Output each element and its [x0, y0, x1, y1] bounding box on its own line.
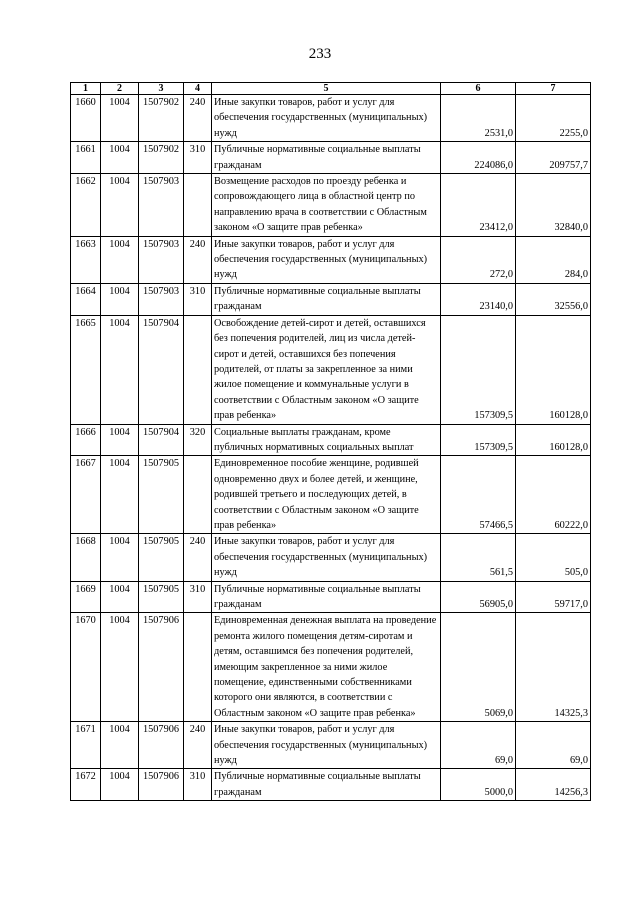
item-name: Иные закупки товаров, работ и услуг для обеспечения государственных (муниципальных) нужд	[212, 534, 441, 581]
section-code: 1004	[101, 769, 139, 801]
value-col7: 209757,7	[516, 142, 591, 174]
expense-kind: 310	[184, 581, 212, 613]
table-row	[71, 424, 591, 456]
item-name: Иные закупки товаров, работ и услуг для обеспечения государственных (муниципальных) нужд	[212, 236, 441, 283]
expense-kind	[184, 174, 212, 237]
article-code: 1507905	[139, 534, 184, 581]
header-cell: 4	[184, 83, 212, 95]
item-name: Публичные нормативные социальные выплаты гражданам	[212, 769, 441, 801]
table-row	[71, 174, 591, 237]
table-row	[71, 456, 591, 534]
row-number: 1663	[71, 236, 101, 283]
table-row	[71, 95, 591, 142]
article-code: 1507905	[139, 581, 184, 613]
table-row	[71, 769, 591, 801]
expense-kind	[184, 456, 212, 534]
value-col6: 561,5	[441, 534, 516, 581]
header-cell: 3	[139, 83, 184, 95]
value-col6: 157309,5	[441, 424, 516, 456]
item-name: Публичные нормативные социальные выплаты гражданам	[212, 283, 441, 315]
section-code: 1004	[101, 174, 139, 237]
row-number: 1661	[71, 142, 101, 174]
value-col6: 272,0	[441, 236, 516, 283]
article-code: 1507904	[139, 424, 184, 456]
article-code: 1507903	[139, 174, 184, 237]
row-number: 1672	[71, 769, 101, 801]
expense-kind: 240	[184, 95, 212, 142]
value-col7: 69,0	[516, 722, 591, 769]
section-code: 1004	[101, 534, 139, 581]
header-cell: 6	[441, 83, 516, 95]
value-col6: 5000,0	[441, 769, 516, 801]
row-number: 1665	[71, 315, 101, 424]
article-code: 1507902	[139, 95, 184, 142]
item-name: Иные закупки товаров, работ и услуг для обеспечения государственных (муниципальных) нужд	[212, 95, 441, 142]
article-code: 1507903	[139, 236, 184, 283]
value-col6: 56905,0	[441, 581, 516, 613]
article-code: 1507906	[139, 722, 184, 769]
article-code: 1507904	[139, 315, 184, 424]
row-number: 1671	[71, 722, 101, 769]
item-name: Единовременная денежная выплата на проведение ремонта жилого помещения детям-сиротам и детям, оставшимся без попечения родителей, имеющим закрепленное за ними жилое помещение, единственными собственниками которого они являются, в соответствии с Областным законом «О защите прав ребенка»	[212, 613, 441, 722]
value-col7: 160128,0	[516, 424, 591, 456]
section-code: 1004	[101, 424, 139, 456]
section-code: 1004	[101, 95, 139, 142]
value-col7: 60222,0	[516, 456, 591, 534]
section-code: 1004	[101, 581, 139, 613]
row-number: 1666	[71, 424, 101, 456]
header-cell: 2	[101, 83, 139, 95]
value-col7: 160128,0	[516, 315, 591, 424]
value-col6: 23412,0	[441, 174, 516, 237]
section-code: 1004	[101, 142, 139, 174]
table-row	[71, 236, 591, 283]
page-number: 233	[308, 46, 332, 62]
value-col6: 157309,5	[441, 315, 516, 424]
section-code: 1004	[101, 456, 139, 534]
item-name: Публичные нормативные социальные выплаты гражданам	[212, 581, 441, 613]
value-col6: 69,0	[441, 722, 516, 769]
section-code: 1004	[101, 315, 139, 424]
value-col7: 32840,0	[516, 174, 591, 237]
article-code: 1507906	[139, 769, 184, 801]
value-col6: 2531,0	[441, 95, 516, 142]
expense-kind: 240	[184, 722, 212, 769]
value-col7: 284,0	[516, 236, 591, 283]
section-code: 1004	[101, 283, 139, 315]
table-row	[71, 581, 591, 613]
section-code: 1004	[101, 722, 139, 769]
item-name: Публичные нормативные социальные выплаты гражданам	[212, 142, 441, 174]
value-col6: 57466,5	[441, 456, 516, 534]
value-col7: 14325,3	[516, 613, 591, 722]
article-code: 1507902	[139, 142, 184, 174]
table-row	[71, 142, 591, 174]
table-row	[71, 722, 591, 769]
table-row	[71, 613, 591, 722]
header-cell: 1	[71, 83, 101, 95]
item-name: Единовременное пособие женщине, родившей одновременно двух и более детей, и женщине, родившей третьего и последующих детей, в соответствии с Областным законом «О защите прав ребенка»	[212, 456, 441, 534]
value-col6: 5069,0	[441, 613, 516, 722]
row-number: 1662	[71, 174, 101, 237]
section-code: 1004	[101, 613, 139, 722]
item-name: Освобождение детей-сирот и детей, оставшихся без попечения родителей, лиц из числа детей-сирот и детей, оставшихся без попечения родителей, от платы за закрепленное за ними жилое помещение и коммунальные услуги в соответствии с Областным законом «О защите прав ребенка»	[212, 315, 441, 424]
expense-kind: 310	[184, 769, 212, 801]
expense-kind: 310	[184, 283, 212, 315]
expense-kind: 320	[184, 424, 212, 456]
table-row	[71, 283, 591, 315]
section-code: 1004	[101, 236, 139, 283]
row-number: 1669	[71, 581, 101, 613]
budget-table	[70, 82, 591, 801]
row-number: 1660	[71, 95, 101, 142]
row-number: 1667	[71, 456, 101, 534]
value-col7: 2255,0	[516, 95, 591, 142]
value-col7: 14256,3	[516, 769, 591, 801]
value-col7: 505,0	[516, 534, 591, 581]
item-name: Возмещение расходов по проезду ребенка и сопровождающего лица в областной центр по направлению врача в соответствии с Областным законом «О защите прав ребенка»	[212, 174, 441, 237]
article-code: 1507906	[139, 613, 184, 722]
value-col6: 23140,0	[441, 283, 516, 315]
value-col7: 59717,0	[516, 581, 591, 613]
row-number: 1668	[71, 534, 101, 581]
row-number: 1670	[71, 613, 101, 722]
value-col7: 32556,0	[516, 283, 591, 315]
expense-kind: 310	[184, 142, 212, 174]
article-code: 1507905	[139, 456, 184, 534]
item-name: Иные закупки товаров, работ и услуг для обеспечения государственных (муниципальных) нужд	[212, 722, 441, 769]
value-col6: 224086,0	[441, 142, 516, 174]
row-number: 1664	[71, 283, 101, 315]
expense-kind: 240	[184, 236, 212, 283]
header-cell: 7	[516, 83, 591, 95]
article-code: 1507903	[139, 283, 184, 315]
header-cell: 5	[212, 83, 441, 95]
expense-kind	[184, 315, 212, 424]
header-row	[71, 83, 591, 95]
item-name: Социальные выплаты гражданам, кроме публичных нормативных социальных выплат	[212, 424, 441, 456]
table-row	[71, 534, 591, 581]
expense-kind: 240	[184, 534, 212, 581]
table-row	[71, 315, 591, 424]
expense-kind	[184, 613, 212, 722]
